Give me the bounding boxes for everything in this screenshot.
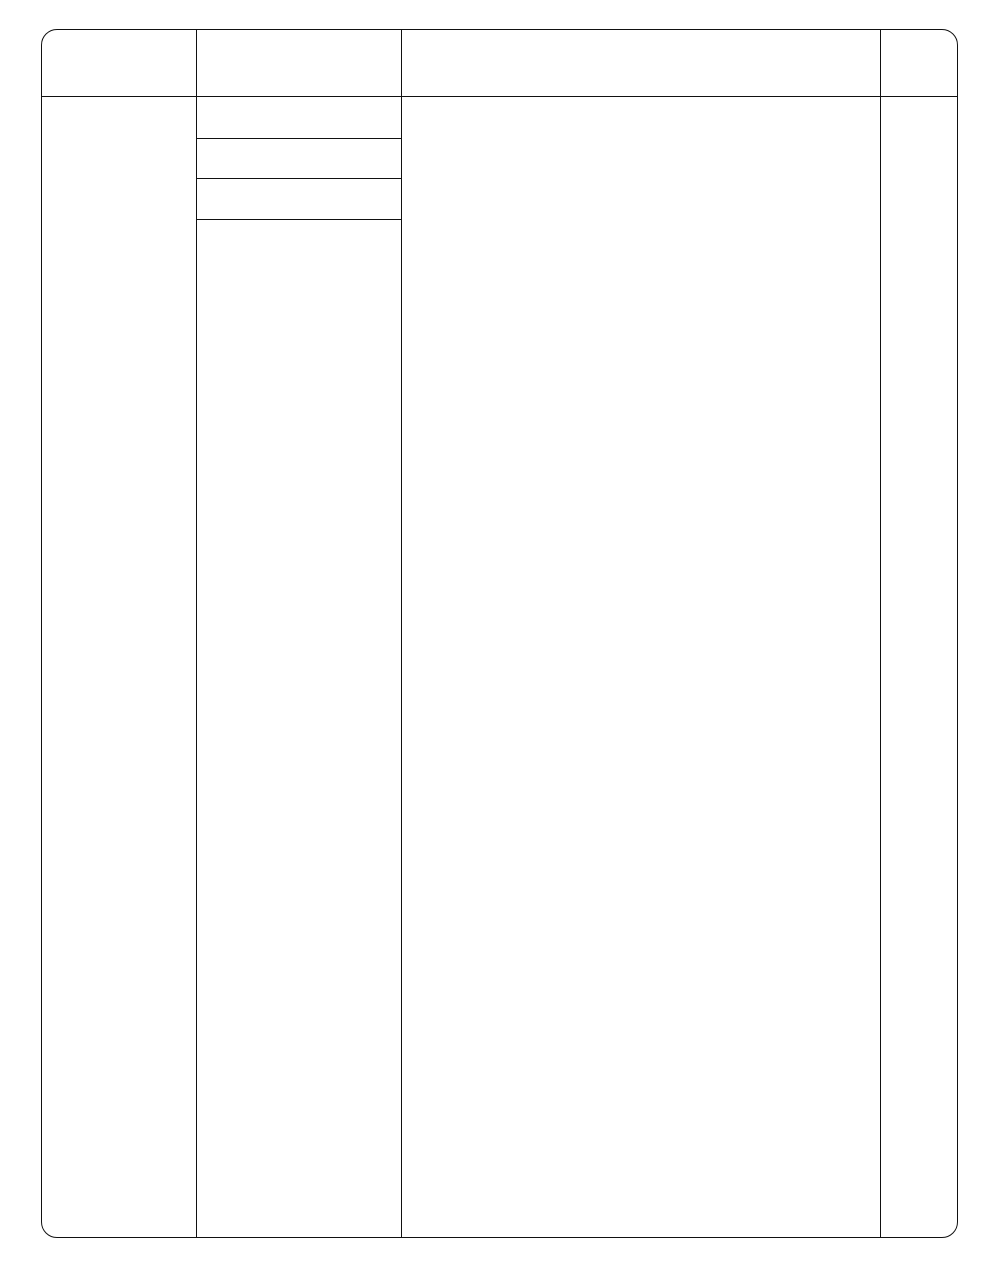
sub-divider (197, 138, 401, 139)
connectors-per-cable-value (197, 138, 401, 179)
header-total-length (42, 30, 197, 96)
atx-cable-icon (402, 97, 880, 259)
total-connectors-value (197, 219, 401, 260)
total-length-cell (42, 97, 196, 259)
cable-spec-table (41, 29, 958, 1238)
description-cell (402, 97, 880, 259)
sub-divider (197, 178, 401, 179)
cable-row (42, 97, 958, 259)
total-connectors-label (197, 178, 401, 219)
connectors-per-cable-label (197, 97, 401, 138)
header-description (402, 30, 881, 96)
header-blank (197, 30, 402, 96)
sub-divider (197, 219, 401, 220)
header-qty (881, 30, 958, 96)
